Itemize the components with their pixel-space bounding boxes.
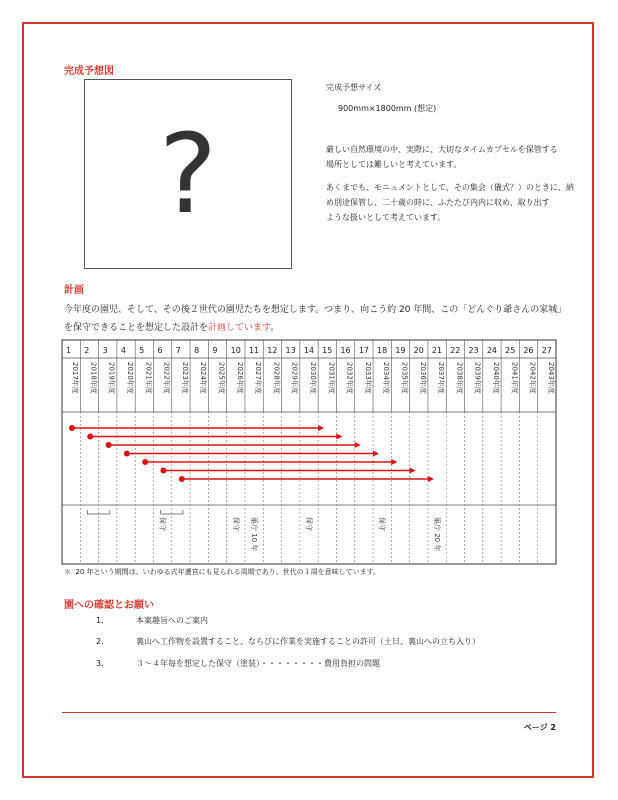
- timeline-event-label: 築庁 20 年: [433, 517, 442, 552]
- timeline-number-label: 4: [120, 346, 126, 355]
- timeline-number-label: 13: [285, 346, 296, 355]
- completion-image-placeholder: [84, 79, 292, 269]
- request-item-3-number: 3．: [96, 659, 110, 668]
- timeline-year-label: 2023年度: [180, 362, 189, 394]
- timeline-year-label: 2039年度: [473, 362, 482, 394]
- timeline-year-label: 2024年度: [199, 362, 208, 394]
- timeline-year-label: 2038年度: [455, 362, 464, 394]
- timeline-year-label: 2041年度: [510, 362, 519, 394]
- timeline-year-label: 2018年度: [89, 362, 98, 394]
- timeline-number-label: 11: [248, 346, 260, 355]
- request-item-2-number: 2．: [96, 637, 110, 646]
- timeline-number-label: 6: [157, 346, 163, 355]
- completion-paragraph-2-line-3: ような扱いとして考えています。: [326, 213, 446, 222]
- plan-intro-line-1: 今年度の園児、そして、その後２世代の園児たちを想定します。つまり、向こう約 20 年間、この「どんぐり爺さんの家城」: [64, 305, 567, 315]
- section-heading-completion: 完成予想図: [64, 66, 114, 77]
- plan-intro-line-2-c: 。: [270, 323, 280, 333]
- timeline-year-label: 2033年度: [363, 362, 372, 394]
- timeline-event-label: 保守: [158, 517, 167, 531]
- size-label: 完成予想サイズ: [326, 83, 382, 92]
- timeline-year-label: 2027年度: [254, 362, 263, 394]
- timeline-year-label: 2031年度: [327, 362, 336, 394]
- timeline-number-label: 22: [450, 346, 461, 355]
- timeline-number-label: 3: [102, 346, 108, 355]
- timeline-number-label: 16: [340, 346, 351, 355]
- timeline-event-label: 保守: [378, 517, 387, 531]
- timeline-year-label: 2040年度: [491, 362, 500, 394]
- timeline-year-label: 2028年度: [272, 362, 281, 394]
- timeline-number-label: 8: [194, 346, 200, 355]
- completion-paragraph-1-line-2: 場所としては難しいと考えています。: [326, 160, 462, 169]
- timeline-number-label: 17: [358, 346, 369, 355]
- timeline-number-label: 18: [377, 346, 388, 355]
- request-item-2-text: 裏山へ工作物を設置すること、ならびに作業を実施することの許可（土日、裏山への立ち入り）: [136, 637, 480, 646]
- timeline-number-label: 20: [413, 346, 424, 355]
- plan-intro-line-2-a: を保守できることを想定した設計を: [64, 323, 209, 333]
- plan-intro-line-2-b: 計画しています: [208, 323, 271, 333]
- timeline-number-label: 9: [212, 346, 218, 355]
- completion-paragraph-2-line-1: あくまでも、モニュメントとして、その集会（儀式？）のときに、納: [326, 183, 574, 192]
- request-item-1-number: 1．: [96, 616, 110, 625]
- request-item-3-text: ３～４年毎を想定した保守（塗装）・・・・・・・・費用負担の問題: [136, 659, 380, 668]
- timeline-event-label: 保守: [305, 517, 313, 531]
- completion-paragraph-1: [326, 142, 558, 172]
- plan-intro-line-2: [64, 320, 279, 333]
- timeline-number-label: 27: [541, 346, 552, 355]
- footer-rule: [62, 712, 556, 713]
- timeline-number-label: 14: [303, 346, 315, 355]
- timeline-number-label: 24: [486, 346, 498, 355]
- timeline-year-label: 2022年度: [162, 362, 171, 394]
- section-heading-plan: 計画: [64, 285, 84, 296]
- timeline-number-label: 25: [505, 346, 516, 355]
- timeline-number-label: 7: [175, 346, 181, 355]
- timeline-number-label: 5: [139, 346, 145, 355]
- timeline-year-label: 2026年度: [235, 362, 244, 394]
- timeline-year-label: 2020年度: [126, 362, 135, 394]
- timeline-year-label: 2025年度: [217, 362, 226, 394]
- timeline-number-label: 12: [267, 346, 278, 355]
- timeline-number-label: 10: [230, 346, 241, 355]
- timeline-number-label: 2: [84, 346, 90, 355]
- timeline-event-label: 保守: [231, 517, 240, 531]
- timeline-number-label: 23: [468, 346, 479, 355]
- footnote-text: 20 年という期間は、いわゆる式年遷宮にも見られる周期であり、世代の１周を意味しています。: [75, 568, 381, 576]
- timeline-year-label: 2032年度: [345, 362, 354, 394]
- timeline-year-label: 2030年度: [309, 362, 317, 394]
- timeline-year-label: 2017年度: [71, 362, 80, 394]
- timeline-year-label: 2035年度: [400, 362, 409, 394]
- request-item-1-text: 本案趣旨へのご案内: [136, 616, 208, 625]
- timeline-year-label: 2037年度: [437, 362, 446, 394]
- timeline-year-label: 2029年度: [290, 362, 299, 394]
- timeline-number-label: 1: [66, 346, 72, 355]
- timeline-year-label: 2019年度: [107, 362, 116, 394]
- size-value: 900mm×1800mm (想定): [338, 104, 437, 113]
- footnote: [64, 567, 380, 577]
- timeline-event-label: 築庁 10 年: [250, 517, 259, 552]
- completion-paragraph-2-line-2: め別途保管し、二十歳の時に、ふたたび内内に収め、取り出す: [326, 198, 550, 207]
- timeline-year-label: 2043年度: [546, 362, 555, 394]
- timeline-year-label: 2034年度: [382, 362, 391, 394]
- completion-paragraph-1-line-1: 厳しい自然環境の中、実際に、大切なタイムカプセルを保管する: [326, 145, 558, 154]
- footnote-mark: ＊: [64, 568, 71, 576]
- timeline-year-label: 2042年度: [528, 362, 537, 394]
- timeline-number-label: 15: [322, 346, 333, 355]
- timeline-number-label: 19: [395, 346, 406, 355]
- page-number: ページ 2: [523, 723, 556, 732]
- section-heading-request: 園への確認とお願い: [64, 600, 154, 611]
- timeline-number-label: 26: [523, 346, 534, 355]
- timeline-number-label: 21: [431, 346, 443, 355]
- completion-paragraph-2: [326, 180, 574, 225]
- timeline-year-label: 2021年度: [144, 362, 153, 394]
- question-mark-icon: ?: [158, 110, 218, 238]
- timeline-year-label: 2036年度: [418, 362, 427, 394]
